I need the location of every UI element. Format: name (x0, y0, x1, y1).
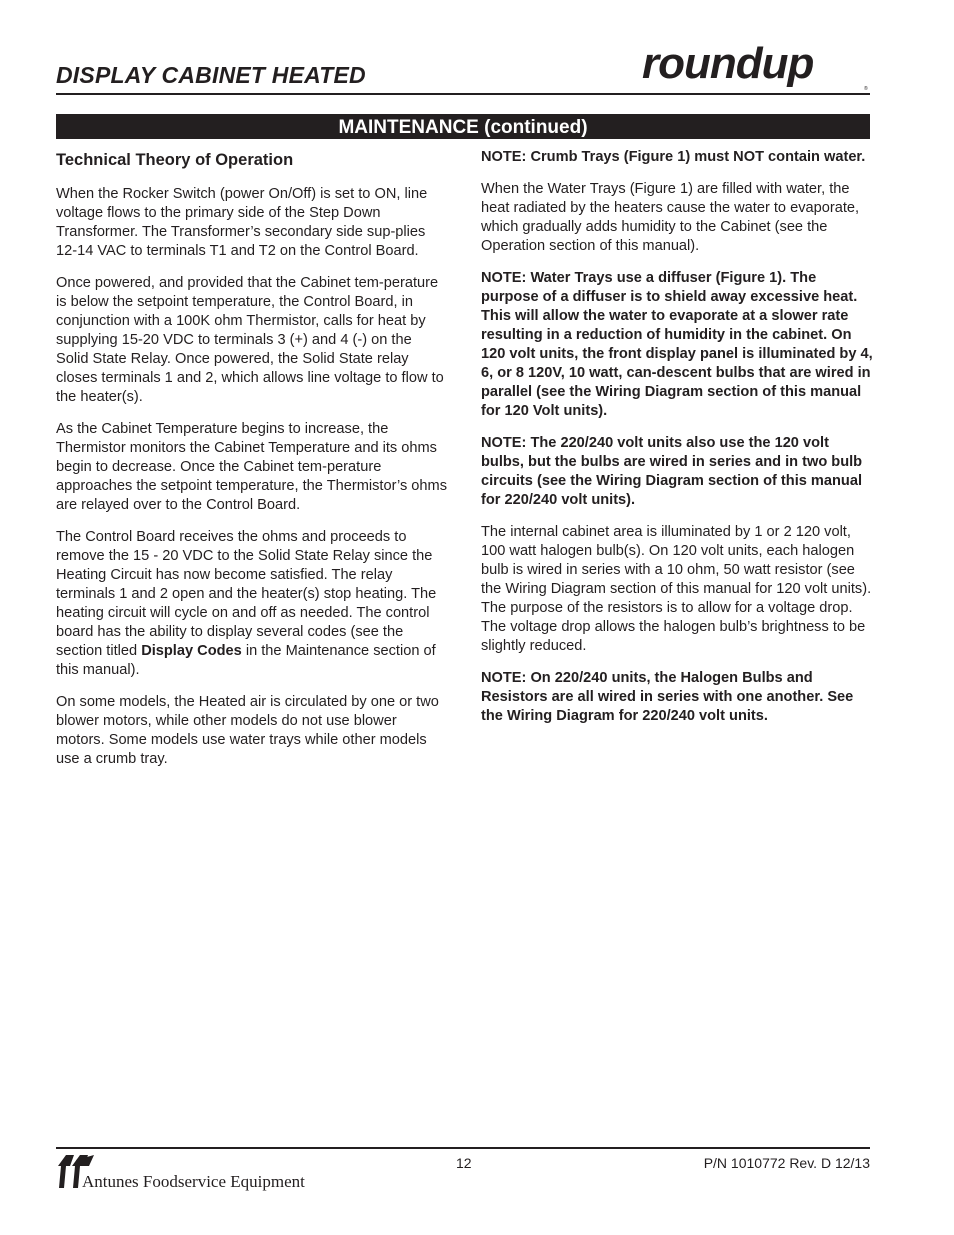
paragraph-text: The Control Board receives the ohms and proceeds to remove the 15 - 20 VDC to the Solid State Relay since the Heating Circuit has now become satisfied. The relay terminals 1 and 2 open and the heater(s) stop heating. The heating circuit will cycle on and off as needed. The control board has the ability to display several codes (see the section titled (56, 529, 437, 659)
header-rule (56, 93, 870, 95)
paragraph: As the Cabinet Temperature begins to increase, the Thermistor monitors the Cabinet Temperature and its ohms begin to decrease. Once the Cabinet tem-perature approaches the setpoint temperature, the Thermistor’s ohms are relayed over to the Control Board. (56, 421, 447, 513)
part-number: P/N 1010772 Rev. D 12/13 (703, 1155, 870, 1171)
document-title: DISPLAY CABINET HEATED (56, 62, 366, 88)
page-number: 12 (456, 1155, 472, 1171)
company-name: Antunes Foodservice Equipment (82, 1172, 305, 1191)
note: NOTE: The 220/240 volt units also use the 120 volt bulbs, but the bulbs are wired in series and in two bulb circuits (see the Wiring Diagram section of this manual for 220/240 volt units). (481, 435, 863, 508)
left-column (56, 148, 448, 782)
paragraph (56, 528, 448, 680)
display-codes-ref: Display Codes (141, 643, 242, 659)
paragraph: When the Water Trays (Figure 1) are filled with water, the heat radiated by the heaters cause the water to evaporate, which gradually adds humidity to the Cabinet (see the Operation section of this manual). (481, 181, 860, 254)
paragraph: On some models, the Heated air is circulated by one or two blower motors, while other models do not use blower motors. Some models use water trays while other models use a crumb tray. (56, 694, 439, 767)
subsection-heading: Technical Theory of Operation (56, 151, 294, 169)
section-title: MAINTENANCE (continued) (56, 114, 870, 139)
note: NOTE: On 220/240 units, the Halogen Bulbs and Resistors are all wired in series with one another. See the Wiring Diagram for 220/240 volt units. (481, 670, 854, 724)
footer-rule (56, 1147, 870, 1149)
right-column (481, 148, 873, 739)
roundup-logo-text: roundup (642, 44, 814, 88)
paragraph: When the Rocker Switch (power On/Off) is set to ON, line voltage flows to the primary side of the Step Down Transformer. The Transformer’s secondary side sup-plies 12-14 VAC to terminals T1 and T2 on the Control Board. (56, 186, 428, 259)
note: NOTE: Crumb Trays (Figure 1) must NOT contain water. (481, 149, 866, 165)
svg-text:®: ® (864, 86, 868, 92)
note: NOTE: Water Trays use a diffuser (Figure 1). The purpose of a diffuser is to shield away excessive heat. This will allow the water to evaporate at a slower rate resulting in a reduction of humidity in the cabinet. On 120 volt units, the front display panel is illuminated by 4, 6, or 8 120V, 10 watt, can-descent bulbs that are wired in parallel (see the Wiring Diagram section of this manual for 120 Volt units). (481, 270, 873, 419)
paragraph: The internal cabinet area is illuminated by 1 or 2 120 volt, 100 watt halogen bulb(s). On 120 volt units, each halogen bulb is wired in series with a 10 ohm, 50 watt resistor (see the Wiring Diagram section of this manual for 120 volt units). The purpose of the resistors is to allow for a voltage drop. The voltage drop allows the halogen bulb’s brightness to be slightly reduced. (481, 524, 872, 654)
paragraph: Once powered, and provided that the Cabinet tem-perature is below the setpoint temperature, the Control Board, in conjunction with a 100K ohm Thermistor, calls for heat by supplying 15-20 VDC to terminals 3 (+) and 4 (-) on the Solid State Relay. Once powered, the Solid State relay closes terminals 1 and 2, which allows line voltage to flow to the heater(s). (56, 275, 444, 405)
paragraph-text: in the Maintenance section of this manual). (56, 643, 436, 678)
roundup-logo (640, 44, 872, 92)
